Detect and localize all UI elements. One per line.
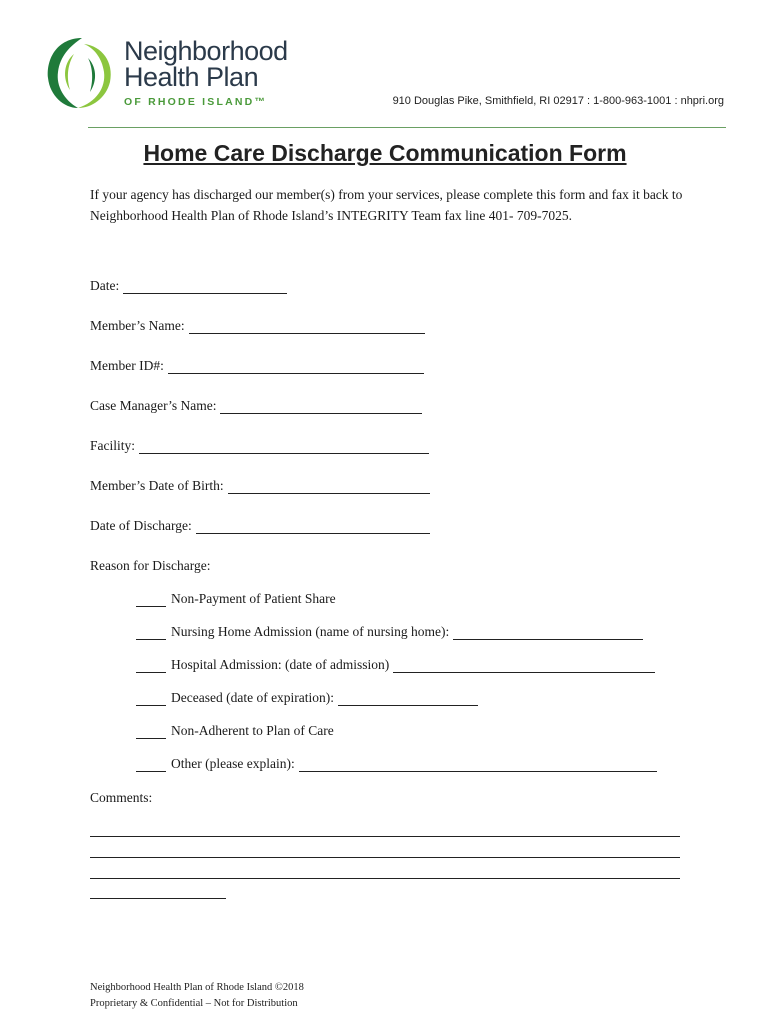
brand-state: OF RHODE ISLAND™ xyxy=(124,96,268,108)
dob-field xyxy=(90,478,430,494)
footer xyxy=(90,980,304,1012)
case-manager-label: Case Manager’s Name: xyxy=(90,398,217,413)
dob-blank[interactable] xyxy=(228,481,430,494)
checkbox-blank[interactable] xyxy=(136,627,166,640)
member-id-field xyxy=(90,358,424,374)
member-id-blank[interactable] xyxy=(168,361,424,374)
reason-option-deceased xyxy=(136,690,478,706)
comments-line[interactable] xyxy=(90,878,680,879)
date-blank[interactable] xyxy=(123,281,287,294)
date-field xyxy=(90,278,287,294)
header-divider xyxy=(88,127,726,128)
logo-mark-icon xyxy=(44,32,122,112)
hospital-date-blank[interactable] xyxy=(393,660,655,673)
reason-field xyxy=(90,558,210,574)
reason-option-hospital xyxy=(136,657,655,673)
comments-field xyxy=(90,790,152,806)
reason-option-label: Other (please explain): xyxy=(171,756,295,771)
member-name-field xyxy=(90,318,425,334)
checkbox-blank[interactable] xyxy=(136,726,166,739)
contact-info: 910 Douglas Pike, Smithfield, RI 02917 : 1-800-963-1001 : nhpri.org xyxy=(392,95,724,107)
reason-option-non-adherent xyxy=(136,723,334,739)
brand-name-line2: Health Plan xyxy=(124,62,259,92)
checkbox-blank[interactable] xyxy=(136,759,166,772)
reason-label: Reason for Discharge: xyxy=(90,558,211,573)
comments-line[interactable] xyxy=(90,836,680,837)
other-explain-blank[interactable] xyxy=(299,759,657,772)
facility-label: Facility: xyxy=(90,438,135,453)
footer-confidential: Proprietary & Confidential – Not for Distribution xyxy=(90,998,298,1009)
reason-option-non-payment xyxy=(136,591,336,607)
reason-option-other xyxy=(136,756,657,772)
date-label: Date: xyxy=(90,278,120,293)
facility-blank[interactable] xyxy=(139,441,429,454)
reason-option-label: Deceased (date of expiration): xyxy=(171,690,335,705)
reason-option-label: Non-Payment of Patient Share xyxy=(171,591,336,606)
reason-option-nursing-home xyxy=(136,624,643,640)
member-name-blank[interactable] xyxy=(189,321,425,334)
dob-label: Member’s Date of Birth: xyxy=(90,478,224,493)
logo xyxy=(44,32,294,112)
comments-line[interactable] xyxy=(90,898,226,899)
checkbox-blank[interactable] xyxy=(136,660,166,673)
facility-field xyxy=(90,438,429,454)
checkbox-blank[interactable] xyxy=(136,594,166,607)
member-id-label: Member ID#: xyxy=(90,358,164,373)
nursing-home-blank[interactable] xyxy=(453,627,643,640)
case-manager-field xyxy=(90,398,422,414)
case-manager-blank[interactable] xyxy=(220,401,422,414)
form-intro: If your agency has discharged our member(s) from your services, please complete this form and fax it back to Neighborhood Health Plan of Rhode Island’s INTEGRITY Team fax line 401- 709-7025. xyxy=(90,187,683,223)
reason-option-label: Nursing Home Admission (name of nursing home): xyxy=(171,624,450,639)
reason-option-label: Hospital Admission: (date of admission) xyxy=(171,657,390,672)
checkbox-blank[interactable] xyxy=(136,693,166,706)
discharge-date-field xyxy=(90,518,430,534)
discharge-date-label: Date of Discharge: xyxy=(90,518,192,533)
expiration-date-blank[interactable] xyxy=(338,693,478,706)
reason-option-label: Non-Adherent to Plan of Care xyxy=(171,723,334,738)
member-name-label: Member’s Name: xyxy=(90,318,185,333)
comments-line[interactable] xyxy=(90,857,680,858)
brand-name-line1: Neighborhood xyxy=(124,36,288,66)
footer-copyright: Neighborhood Health Plan of Rhode Island ©2018 xyxy=(90,982,304,993)
form-title: Home Care Discharge Communication Form xyxy=(143,140,627,166)
comments-label: Comments: xyxy=(90,790,153,805)
discharge-date-blank[interactable] xyxy=(196,521,430,534)
